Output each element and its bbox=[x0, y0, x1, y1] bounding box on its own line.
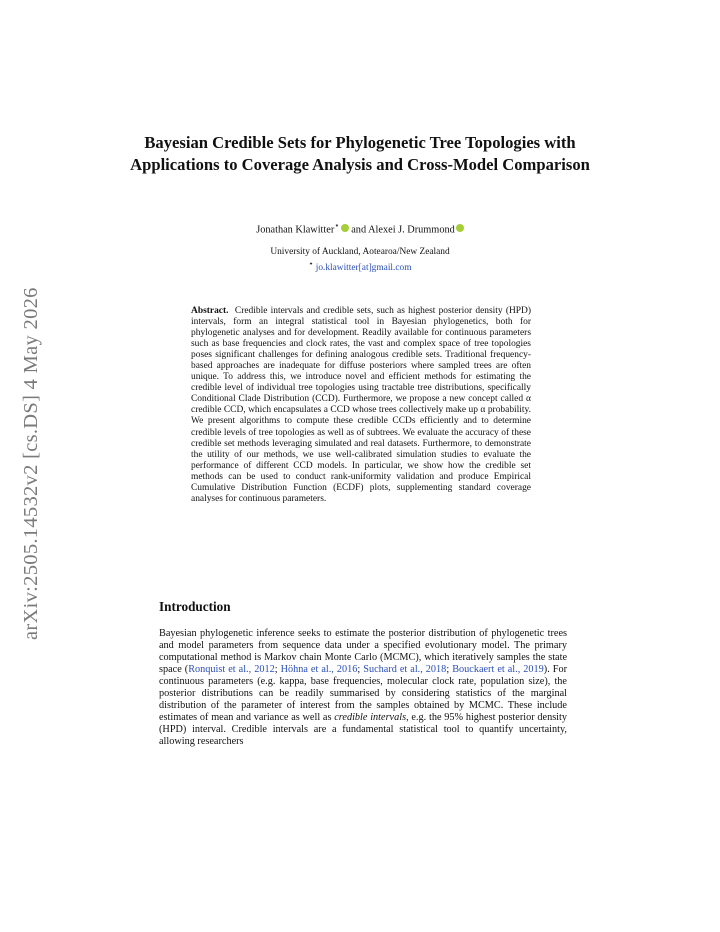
abstract-label: Abstract. bbox=[191, 306, 229, 316]
citation-link[interactable]: Ronquist et al., 2012 bbox=[188, 664, 275, 676]
intro-text: Bayesian phylogenetic inference seeks to estimate the posterior distribution of phylogenetic trees and model parameters from sequence data under a specified evolutionary model. The primary computational method is Markov chain Monte Carlo (MCMC), which iteratively samples the state space ( bbox=[159, 628, 567, 676]
citation-separator: ; bbox=[274, 664, 281, 676]
abstract bbox=[191, 306, 531, 505]
email-mark: ⋆ bbox=[308, 259, 314, 268]
arxiv-identifier: arXiv:2505.14532v2 [cs.DS] 4 May 2026 bbox=[20, 287, 42, 640]
intro-text: , e.g. the 95% highest posterior density (HPD) interval. Credible intervals are a fundamental statistical tool to quantify uncertainty, allowing researchers bbox=[159, 712, 567, 748]
abstract-text: Credible intervals and credible sets, such as highest posterior density (HPD) intervals, form an integral statistical tool in Bayesian phylogenetics, both for phylogenetic analyses and for development. Readily available for continuous parameters such as base frequencies and clock rates, the vast and complex space of tree topologies poses significant challenges for defining analogous credible sets. Traditional frequency-based approaches are inadequate for diffuse posteriors where sampled trees are often unique. To address this, we introduce novel and efficient methods for estimating the credible level of individual tree topologies using tractable tree distributions, specifically Conditional Clade Distribution (CCD). Furthermore, we propose a new concept called α credible CCD, which encapsulates a CCD whose trees collectively make up α probability. We present algorithms to compute these credible CCDs efficiently and to determine credible levels of tree topologies as well as of subtrees. We evaluate the accuracy of these credible set methods leveraging simulated and real datasets. Furthermore, to demonstrate the utility of our methods, we use well-calibrated simulation studies to evaluate the performance of different CCD models. In particular, we show how the credible set methods can be used to conduct rank-uniformity validation and produce Empirical Cumulative Distribution Function (ECDF) plots, supplementing standard coverage analyses for continuous parameters. bbox=[191, 306, 531, 504]
orcid-icon[interactable] bbox=[456, 224, 464, 232]
author-conjunction: and bbox=[348, 224, 369, 236]
intro-paragraph bbox=[159, 628, 567, 748]
citation-link[interactable]: Suchard et al., 2018 bbox=[363, 664, 447, 676]
intro-text: ). For continuous parameters (e.g. kappa, base frequencies, molecular clock rate, population size), the posterior distributions can be readily summarised by considering statistics of the marginal distribution of the parameter of interest from the samples obtained by MCMC. These include estimates of mean and variance as well as bbox=[159, 664, 568, 724]
citation-link[interactable]: Höhna et al., 2016 bbox=[280, 664, 358, 676]
intro-emphasis: credible intervals bbox=[334, 712, 407, 724]
author-line bbox=[120, 220, 600, 235]
paper-title: Bayesian Credible Sets for Phylogenetic Tree Topologies with Applications to Coverage Analysis and Cross-Model Comparison bbox=[130, 133, 590, 174]
author-1-mark: ⋆ bbox=[334, 220, 340, 230]
citation-link[interactable]: Bouckaert et al., 2019 bbox=[452, 664, 544, 676]
orcid-icon[interactable] bbox=[341, 224, 349, 232]
affiliation-block bbox=[120, 246, 600, 274]
author-1: Jonathan Klawitter bbox=[256, 224, 335, 236]
section-heading: Introduction bbox=[159, 599, 231, 614]
email-link[interactable]: jo.klawitter[at]gmail.com bbox=[315, 263, 412, 274]
affiliation: University of Auckland, Aotearoa/New Zealand bbox=[270, 247, 450, 257]
citation-separator: ; bbox=[446, 664, 453, 676]
citation-separator: ; bbox=[357, 664, 364, 676]
author-2: Alexei J. Drummond bbox=[368, 224, 455, 236]
